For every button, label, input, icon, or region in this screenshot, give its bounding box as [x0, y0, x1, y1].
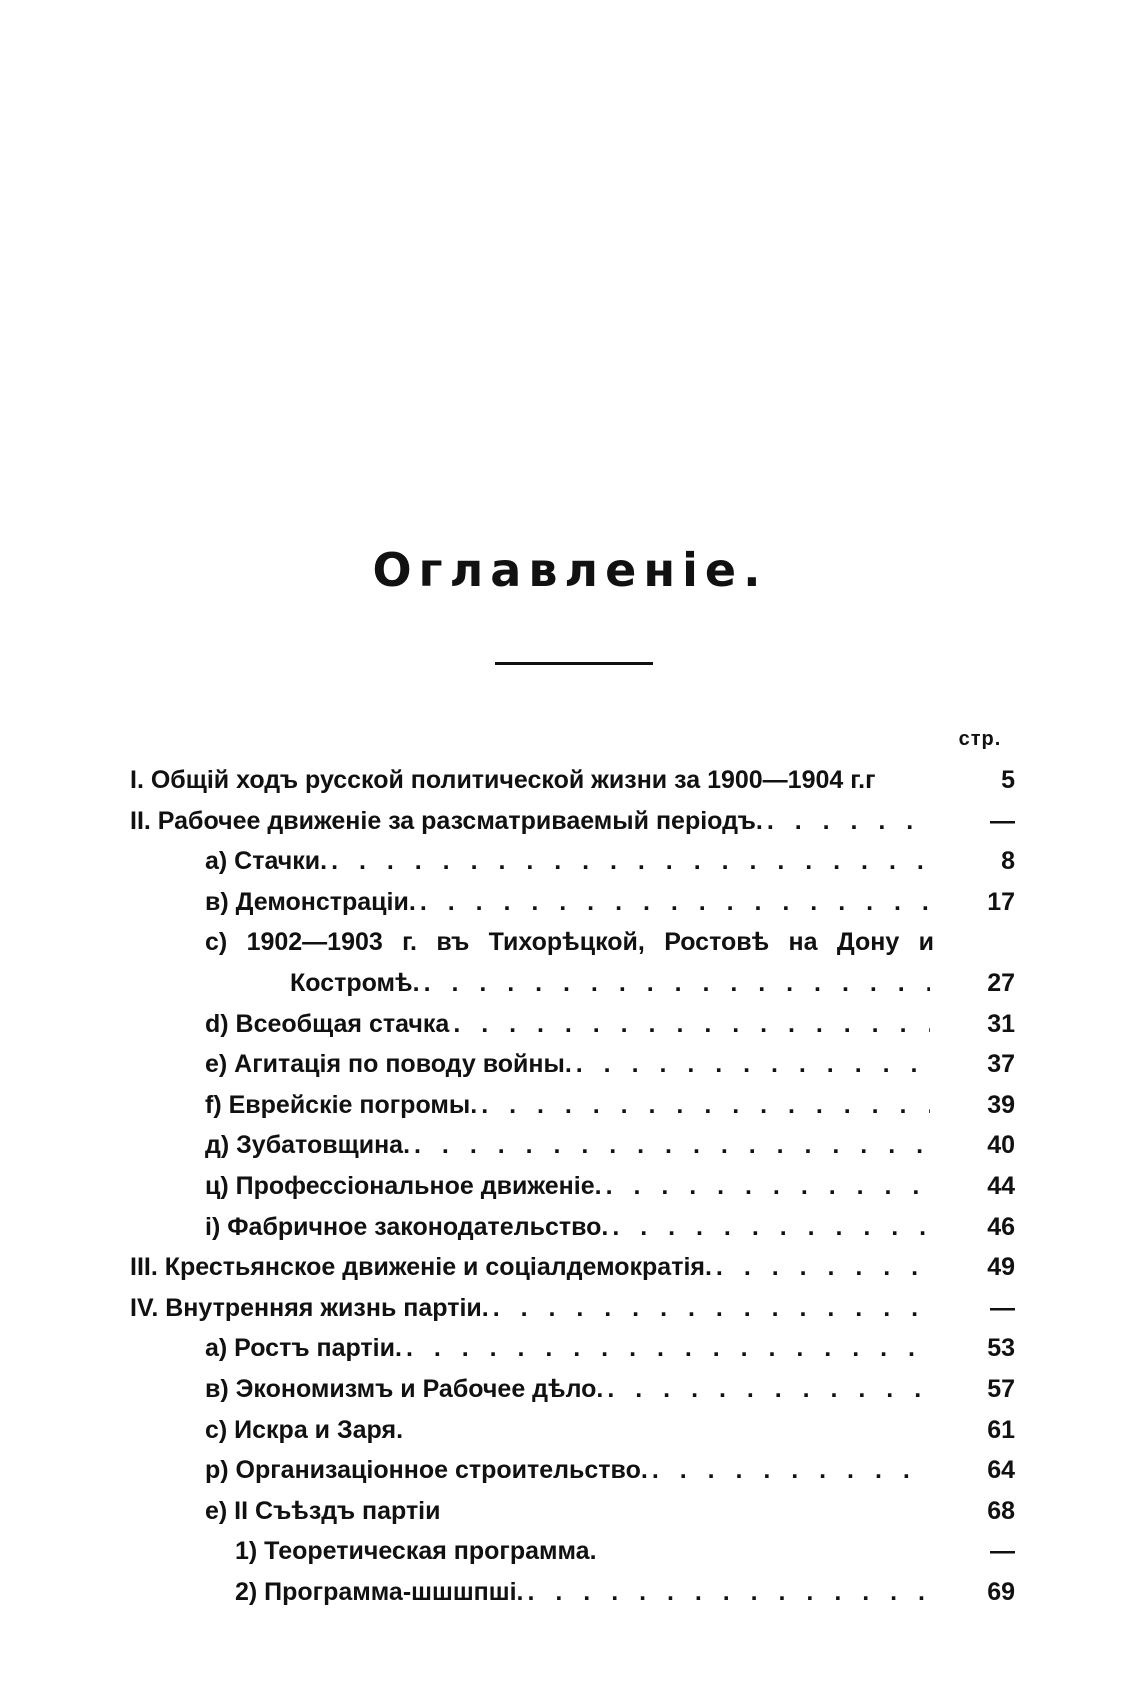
toc-entry — [0, 882, 1140, 923]
toc-entry-page: 8 — [1001, 847, 1015, 876]
toc-entry — [0, 922, 1140, 963]
toc-entry-page: 31 — [987, 1009, 1015, 1038]
toc-entry-label: ц) Профессіональное движеніе. . . . — [205, 1166, 930, 1206]
toc-entry-page: 44 — [987, 1171, 1015, 1200]
toc-entry-label: IV. Внутренняя жизнь партіи. . . . — [130, 1288, 930, 1328]
toc-entry-label: а) Стачки. . . . — [205, 841, 930, 881]
toc-entry-label: Костромѣ. . . . — [290, 963, 930, 1003]
toc-entry-page: 68 — [987, 1496, 1015, 1525]
toc-entry — [0, 1369, 1140, 1410]
toc-entry-label: f) Еврейскіе погромы. . . . — [205, 1085, 930, 1125]
toc-entry — [0, 1410, 1140, 1451]
toc-entry-label: в) Экономизмъ и Рабочее дѣло. . . . — [205, 1369, 930, 1409]
toc-entry — [0, 1288, 1140, 1329]
toc-entry-page: 27 — [987, 968, 1015, 997]
toc-entry-page: 57 — [987, 1374, 1015, 1403]
toc-entry-label: р) Организаціонное строительство. . . . — [205, 1450, 930, 1490]
toc-entry-label: с) 1902—1903 г. въ Тихорѣцкой, Ростовѣ на Дону и — [205, 922, 938, 962]
toc-entry-page: 37 — [987, 1050, 1015, 1079]
page-title: Оглавленіе. — [372, 543, 768, 597]
toc-entry — [0, 760, 1140, 801]
toc-entry-label: в) Демонстраціи. . . . — [205, 882, 930, 922]
toc-entry — [0, 1531, 1140, 1572]
page-column-header: стр. — [958, 728, 1002, 750]
toc-entry-page: 39 — [987, 1090, 1015, 1119]
toc-entry-page: 61 — [987, 1415, 1015, 1444]
toc-entry — [0, 1572, 1140, 1613]
toc-entry-page: 17 — [987, 887, 1015, 916]
toc-entry — [0, 801, 1140, 842]
toc-entry-page: 53 — [987, 1334, 1015, 1363]
toc-entry-label: с) Искра и Заря. — [205, 1410, 930, 1450]
toc-entry-label: 1) Теоретическая программа. — [235, 1531, 930, 1571]
toc-entry — [0, 1004, 1140, 1045]
toc-entry — [0, 1044, 1140, 1085]
toc-entry-label: d) Всеобщая стачка . . . — [205, 1004, 930, 1044]
toc-entry — [0, 1491, 1140, 1532]
toc-entry-label: е) Агитація по поводу войны. . . . — [205, 1044, 930, 1084]
toc-entry — [0, 1328, 1140, 1369]
toc-entry — [0, 1125, 1140, 1166]
title-divider — [495, 662, 653, 665]
toc-entry-page: 5 — [1001, 766, 1015, 794]
toc-entry-label: а) Ростъ партіи. . . . — [205, 1328, 930, 1368]
toc-entry-label: і) Фабричное законодательство. . . . — [205, 1207, 930, 1247]
toc-entry-label: 2) Программа-шшшпші. . . . — [235, 1572, 930, 1612]
toc-entry-page: 40 — [987, 1131, 1015, 1160]
toc-entry-label: III. Крестьянское движеніе и соціалдемократія. . . . — [130, 1247, 930, 1287]
toc-entry-label: I. Общій ходъ русской политической жизни за 1900—1904 г.г — [130, 760, 930, 800]
toc-entry — [0, 963, 1140, 1004]
toc-entry-page: — — [990, 806, 1015, 835]
toc-entry-page: 64 — [987, 1456, 1015, 1485]
toc-entry-page: 46 — [987, 1212, 1015, 1241]
toc-entry — [0, 1450, 1140, 1491]
toc-entry-page: — — [990, 1537, 1015, 1566]
toc-entry-page: — — [990, 1293, 1015, 1322]
toc-entry — [0, 1166, 1140, 1207]
toc-entry — [0, 1207, 1140, 1248]
toc-entry — [0, 1085, 1140, 1126]
toc-entry — [0, 841, 1140, 882]
toc-entry-label: II. Рабочее движеніе за разсматриваемый періодъ. . . . — [130, 801, 930, 841]
toc-entry-label: д) Зубатовщина. . . . — [205, 1125, 930, 1165]
table-of-contents — [0, 760, 1140, 1612]
toc-entry — [0, 1247, 1140, 1288]
toc-entry-page: 69 — [987, 1577, 1015, 1606]
toc-entry-label: е) II Съѣздъ партіи — [205, 1491, 930, 1531]
toc-entry-page: 49 — [987, 1253, 1015, 1282]
